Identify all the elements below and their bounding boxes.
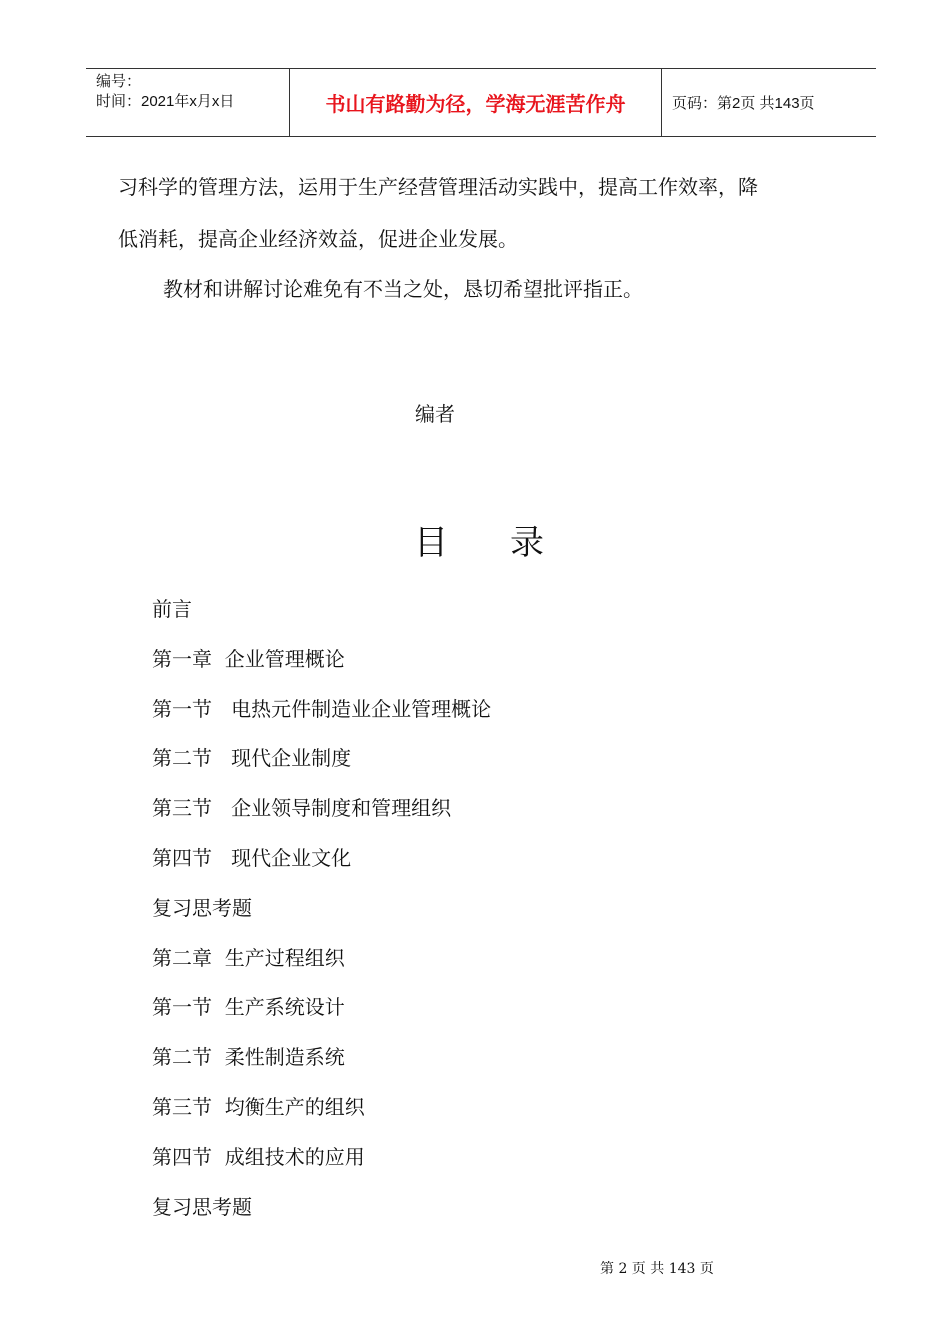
page-footer: 第 2 页 共 143 页 <box>600 1261 714 1277</box>
toc-item: 第一节 生产系统设计 <box>152 995 345 1020</box>
header-motto: 书山有路勤为径，学海无涯苦作舟 <box>289 69 662 136</box>
toc-item: 复习思考题 <box>152 895 252 920</box>
toc-item: 第一章 企业管理概论 <box>152 646 345 671</box>
toc-item: 第三节 企业领导制度和管理组织 <box>152 796 452 821</box>
toc-item: 复习思考题 <box>152 1194 252 1219</box>
header-page-info: 页码：第2页 共143页 <box>672 95 815 112</box>
body-paragraph-3: 教材和讲解讨论难免有不当之处，恳切希望批评指正。 <box>163 277 643 301</box>
editor-signature: 编者 <box>415 402 455 426</box>
toc-item: 第一节 电热元件制造业企业管理概论 <box>152 696 492 721</box>
toc-list <box>152 596 491 1243</box>
toc-item: 第四节 成组技术的应用 <box>152 1144 365 1169</box>
body-paragraph-1: 习科学的管理方法，运用于生产经营管理活动实践中，提高工作效率，降 <box>118 175 758 199</box>
toc-item: 第四节 现代企业文化 <box>152 845 352 870</box>
toc-item: 第三节 均衡生产的组织 <box>152 1094 365 1119</box>
page-header <box>86 68 876 137</box>
toc-title: 目录 <box>414 523 606 563</box>
toc-item: 第二节 现代企业制度 <box>152 746 352 771</box>
toc-item: 前言 <box>152 597 192 621</box>
toc-item: 第二节 柔性制造系统 <box>152 1045 345 1070</box>
body-paragraph-2: 低消耗，提高企业经济效益，促进企业发展。 <box>118 227 518 251</box>
toc-item: 第二章 生产过程组织 <box>152 945 345 970</box>
number-label: 编号： <box>96 73 142 90</box>
time-label: 时间：2021年x月x日 <box>96 93 235 110</box>
header-meta <box>86 69 289 136</box>
